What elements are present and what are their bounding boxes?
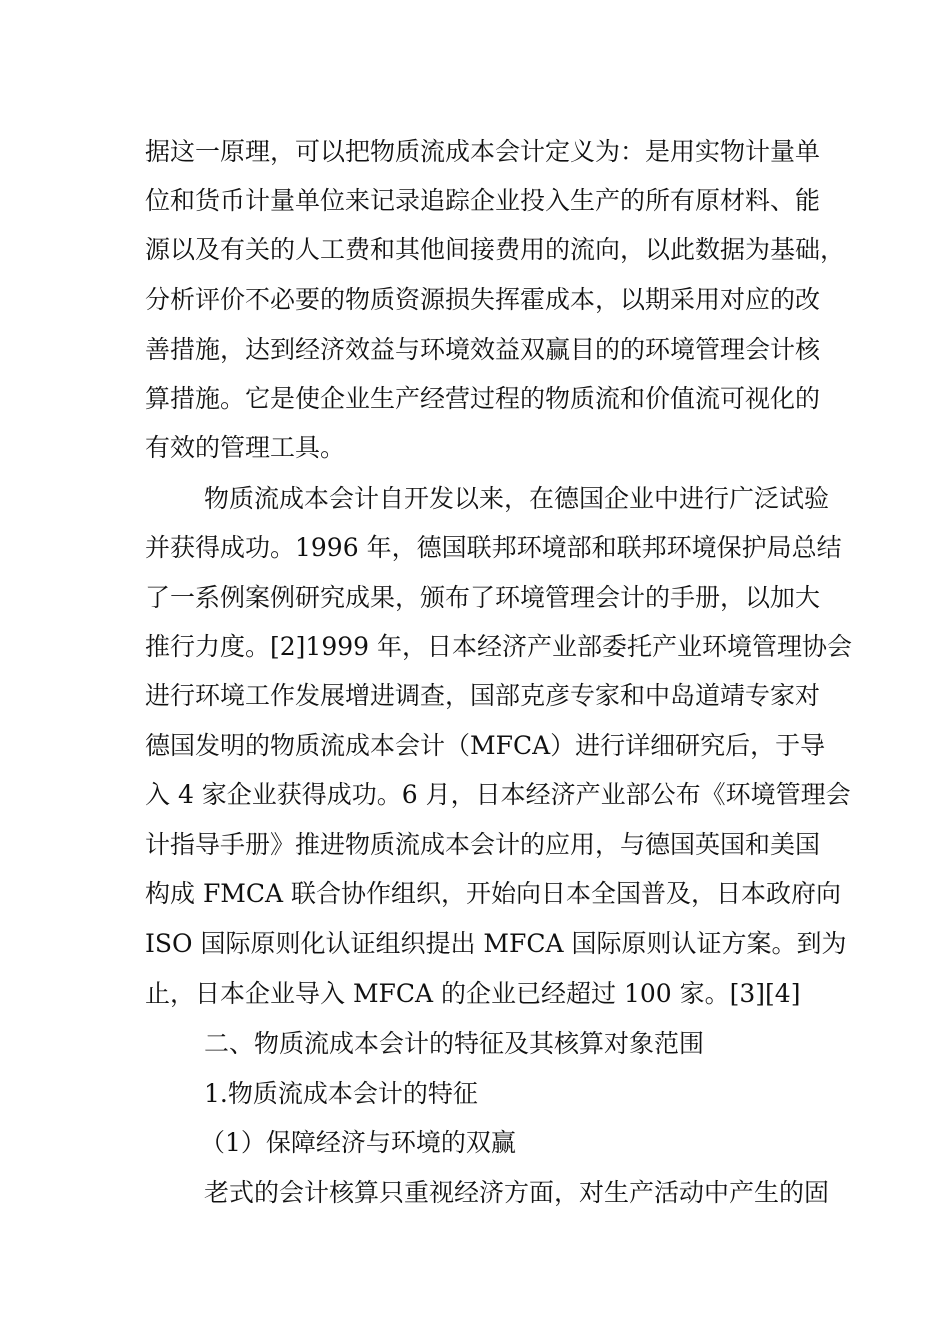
paragraph-line: 算措施。它是使企业生产经营过程的物质流和价值流可视化的 (145, 384, 821, 413)
paragraph-line: ISO 国际原则化认证组织提出 MFCA 国际原则认证方案。到为 (145, 929, 847, 958)
paragraph-line: 善措施，达到经济效益与环境效益双赢目的的环境管理会计核 (145, 335, 821, 364)
paragraph-line: 据这一原理，可以把物质流成本会计定义为：是用实物计量单 (145, 137, 821, 166)
paragraph-line: 德国发明的物质流成本会计（MFCA）进行详细研究后，于导 (145, 731, 826, 760)
paragraph-line: 物质流成本会计自开发以来，在德国企业中进行广泛试验 (204, 484, 830, 513)
paragraph-line: 并获得成功。1996 年，德国联邦环境部和联邦环境保护局总结 (145, 533, 842, 562)
paragraph-line: 入 4 家企业获得成功。6 月，日本经济产业部公布《环境管理会 (145, 780, 851, 809)
subsection-heading: 1.物质流成本会计的特征 (204, 1079, 478, 1108)
paragraph-line: 止，日本企业导入 MFCA 的企业已经超过 100 家。[3][4] (145, 979, 801, 1008)
paragraph-line: 有效的管理工具。 (145, 433, 346, 462)
section-heading: 二、物质流成本会计的特征及其核算对象范围 (204, 1029, 705, 1058)
sub-subsection-heading: （1）保障经济与环境的双赢 (200, 1128, 516, 1157)
paragraph-line: 构成 FMCA 联合协作组织，开始向日本全国普及，日本政府向 (145, 879, 842, 908)
paragraph-line: 了一系例案例研究成果，颁布了环境管理会计的手册，以加大 (145, 583, 821, 612)
paragraph-line: 源以及有关的人工费和其他间接费用的流向，以此数据为基础， (145, 235, 846, 264)
paragraph-line: 推行力度。[2]1999 年，日本经济产业部委托产业环境管理协会 (145, 632, 852, 661)
paragraph-line: 进行环境工作发展增进调查，国部克彦专家和中岛道靖专家对 (145, 681, 821, 710)
paragraph-line: 分析评价不必要的物质资源损失挥霍成本，以期采用对应的改 (145, 285, 821, 314)
paragraph-line: 老式的会计核算只重视经济方面，对生产活动中产生的固 (204, 1178, 830, 1207)
paragraph-line: 计指导手册》推进物质流成本会计的应用，与德国英国和美国 (145, 830, 821, 859)
paragraph-line: 位和货币计量单位来记录追踪企业投入生产的所有原材料、能 (145, 186, 821, 215)
